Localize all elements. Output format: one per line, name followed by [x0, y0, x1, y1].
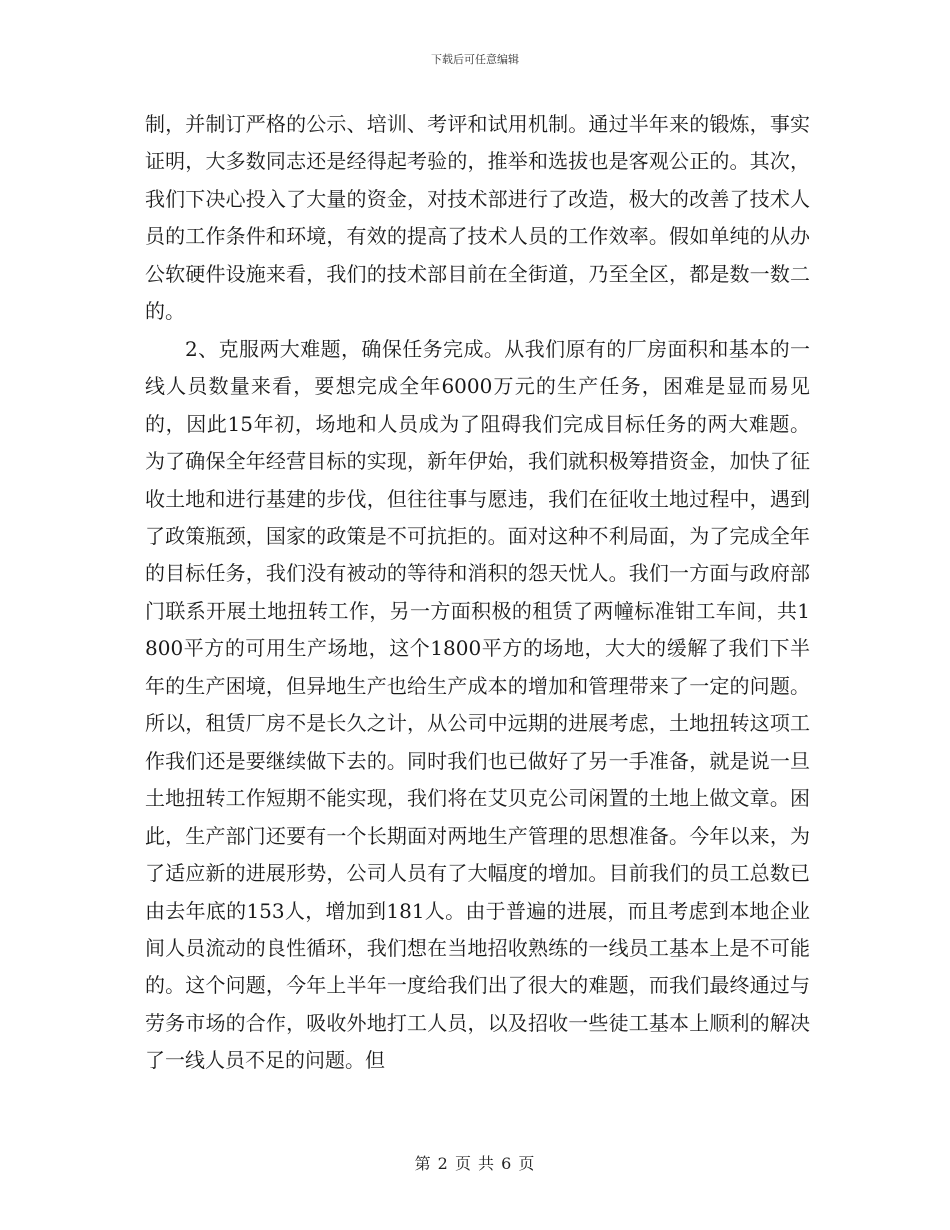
page-number-footer: 第 2 页 共 6 页: [414, 1154, 536, 1173]
document-body: [145, 106, 810, 1080]
paragraph-section-2: 2、克服两大难题，确保任务完成。从我们原有的厂房面积和基本的一线人员数量来看，要想完成全年6000万元的生产任务，困难是显而易见的，因此15年初，场地和人员成为了阻碍我们完成目标任务的两大难题。为了确保全年经营目标的实现，新年伊始，我们就积极筹措资金，加快了征收土地和进行基建的步伐，但往往事与愿违，我们在征收土地过程中，遇到了政策瓶颈，国家的政策是不可抗拒的。面对这种不利局面，为了完成全年的目标任务，我们没有被动的等待和消积的怨天忧人。我们一方面与政府部门联系开展土地扭转工作，另一方面积极的租赁了两幢标准钳工车间，共1800平方的可用生产场地，这个1800平方的场地，大大的缓解了我们下半年的生产困境，但异地生产也给生产成本的增加和管理带来了一定的问题。所以，租赁厂房不是长久之计，从公司中远期的进展考虑，土地扭转这项工作我们还是要继续做下去的。同时我们也已做好了另一手准备，就是说一旦土地扭转工作短期不能实现，我们将在艾贝克公司闲置的土地上做文章。困此，生产部门还要有一个长期面对两地生产管理的思想准备。今年以来，为了适应新的进展形势，公司人员有了大幅度的增加。目前我们的员工总数已由去年底的153人，增加到181人。由于普遍的进展，而且考虑到本地企业间人员流动的良性循环，我们想在当地招收熟练的一线员工基本上是不可能的。这个问题，今年上半年一度给我们出了很大的难题，而我们最终通过与劳务市场的合作，吸收外地打工人员，以及招收一些徒工基本上顺利的解决了一线人员不足的问题。但: [145, 336, 810, 1073]
paragraph-continuation: 制，并制订严格的公示、培训、考评和试用机制。通过半年来的锻炼，事实证明，大多数同志还是经得起考验的，推举和选拔也是客观公正的。其次，我们下决心投入了大量的资金，对技术部进行了改造，极大的改善了技术人员的工作条件和环境，有效的提高了技术人员的工作效率。假如单纯的从办公软硬件设施来看，我们的技术部目前在全街道，乃至全区，都是数一数二的。: [145, 112, 810, 324]
page-header: 下载后可任意编辑: [431, 53, 519, 66]
